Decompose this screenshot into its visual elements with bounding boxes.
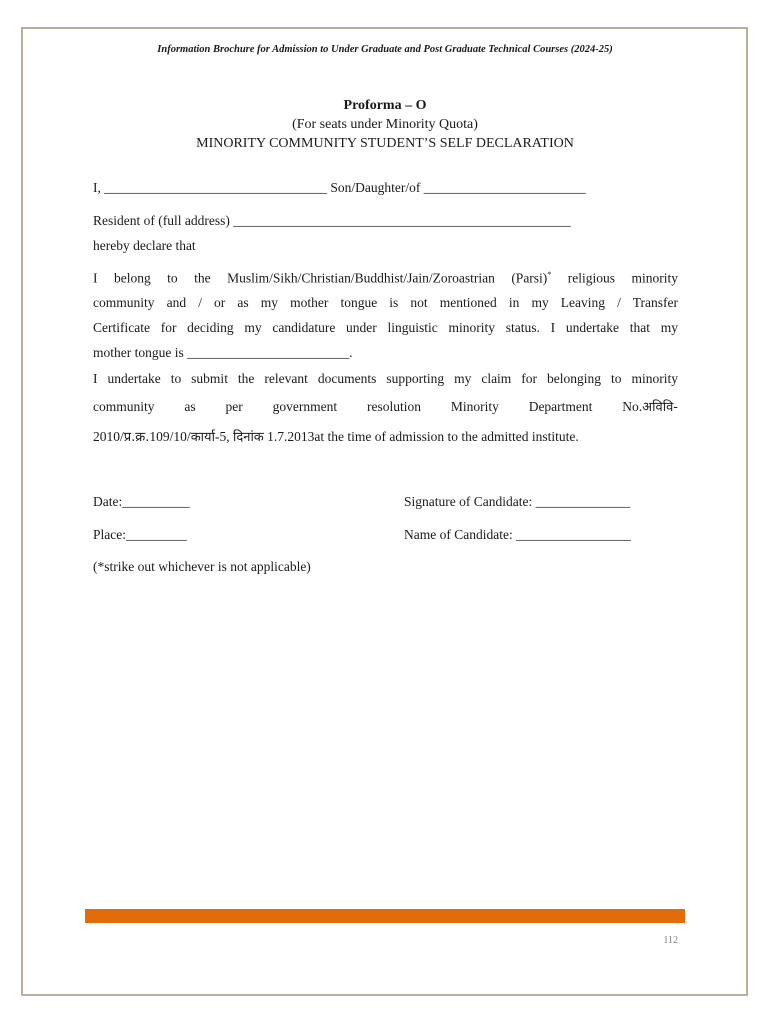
- title-block: [0, 96, 770, 153]
- devanagari-ref-3: कार्या: [190, 430, 215, 445]
- paragraph2-line2: [93, 397, 678, 415]
- proforma-subtitle: (For seats under Minority Quota): [292, 117, 478, 132]
- ref-year: 2010/: [93, 429, 124, 444]
- candidate-name-field: Name of Candidate: _________________: [404, 527, 631, 542]
- date-field: Date:__________: [93, 494, 190, 509]
- page-number: 112: [663, 935, 678, 946]
- signature-field: Signature of Candidate: ______________: [404, 494, 631, 509]
- devanagari-ref-1: अविवि-: [642, 400, 678, 415]
- paragraph1-line1-tail: religious minority: [551, 270, 678, 286]
- page-border: [21, 27, 748, 996]
- declaration-heading: MINORITY COMMUNITY STUDENT’S SELF DECLARATION: [196, 136, 574, 151]
- ref-suffix: -5,: [214, 429, 233, 444]
- declare-line: hereby declare that: [93, 238, 196, 253]
- paragraph1-line1-text: I belong to the Muslim/Sikh/Christian/Buddhist/Jain/Zoroastrian (Parsi): [93, 270, 548, 286]
- devanagari-ref-4: दिनांक: [232, 430, 264, 445]
- place-field: Place:_________: [93, 527, 187, 542]
- strike-out-note: (*strike out whichever is not applicable): [93, 559, 311, 574]
- paragraph1-line4: mother tongue is ________________________.: [93, 345, 353, 360]
- paragraph2-line2-text: community as per government resolution Minority Department No.: [93, 399, 643, 414]
- resident-line: Resident of (full address) __________________________________________________: [93, 213, 571, 228]
- name-line: I, _________________________________ Son/Daughter/of ________________________: [93, 180, 586, 195]
- paragraph2-line3: [93, 427, 678, 445]
- devanagari-ref-2: प्र.क्र.: [123, 430, 150, 445]
- footer-accent-bar: [85, 909, 685, 923]
- ref-date-tail: 1.7.2013at the time of admission to the admitted institute.: [263, 429, 579, 444]
- paragraph1-line1: [93, 270, 678, 287]
- proforma-title: Proforma – O: [343, 98, 427, 113]
- asterisk-note-marker: *: [547, 270, 552, 279]
- brochure-header: Information Brochure for Admission to Under Graduate and Post Graduate Technical Courses (2024-25): [157, 44, 613, 55]
- paragraph1-line2: community and / or as my mother tongue is not mentioned in my Leaving / Transfer: [93, 295, 678, 310]
- paragraph1-line3: Certificate for deciding my candidature under linguistic minority status. I undertake that my: [93, 320, 678, 335]
- ref-number: 109/10/: [149, 429, 191, 444]
- paragraph2-line1: I undertake to submit the relevant documents supporting my claim for belonging to minority: [93, 371, 678, 386]
